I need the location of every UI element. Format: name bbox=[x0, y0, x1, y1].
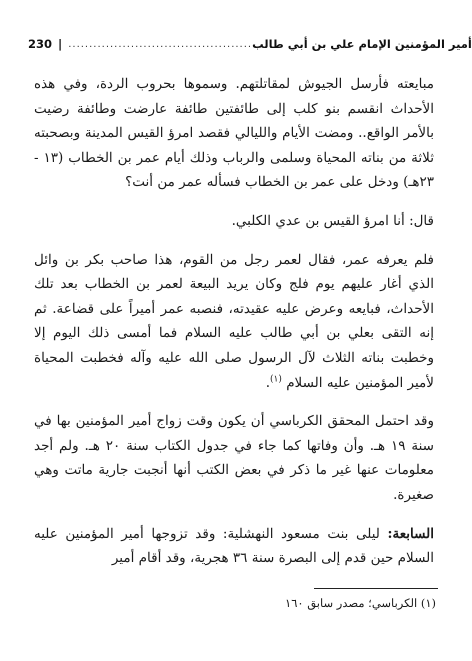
book-title: أمير المؤمنين الإمام علي بن أبي طالب bbox=[252, 37, 472, 51]
page-number-group bbox=[28, 37, 62, 51]
header-separator: | bbox=[58, 37, 63, 51]
paragraph-3-end: . bbox=[265, 374, 271, 391]
paragraph-5-text: ليلى بنت مسعود النهشلية: وقد تزوجها أمير المؤمنين عليه السلام حين قدم إلى البصرة سنة ٣٦ هجرية، وقد أقام أمير bbox=[34, 525, 434, 567]
paragraph-2: قال: أنا امرؤ القيس بن عدي الكلبي. bbox=[231, 212, 434, 229]
header-leader-dots: ............................................ bbox=[68, 38, 253, 50]
paragraph-5 bbox=[34, 522, 434, 571]
running-header bbox=[28, 37, 472, 51]
main-text bbox=[34, 72, 434, 585]
footnote: (١) الكرباسي؛ مصدر سابق ١٦٠ bbox=[285, 596, 436, 610]
paragraph-5-lead: السابعة: bbox=[387, 525, 434, 542]
paragraph-1: مبايعته فأرسل الجيوش لمقاتلتهم. وسموها بحروب الردة، وفي هذه الأحداث انقسم بنو كلب إلى طائفتين طائفة عارضت وطائفة رضيت بالأمر الواقع.. ومضت الأيام والليالي فقصد امرؤ القيس المدينة وبصحبته ثلاثة من بناته المحياة وسلمى والرباب وذلك أيام عمر بن الخطاب (١٣ - ٢٣هـ) ودخل على عمر بن الخطاب فسأله عمر من أنت؟ bbox=[34, 76, 434, 191]
paragraph-3 bbox=[34, 248, 434, 396]
page-number: 230 bbox=[28, 37, 53, 51]
footnote-rule bbox=[314, 588, 438, 589]
paragraph-3-text: فلم يعرفه عمر، فقال لعمر رجل من القوم، هذا صاحب بكر بن وائل الذي أغار عليهم يوم فلج وكان يريد البيعة لعمر بن الخطاب بعد تلك الأحداث، فبايعه وعرض عليه عقيدته، فنصبه عمر أميراً على قضاعة. ثم إنه التقى بعلي بن أبي طالب عليه السلام فما أمسى ذلك اليوم إلا وخطبت بناته الثلاث لآل الرسول صلى الله عليه وآله فخطبت المحياة لأمير المؤمنين عليه السلام bbox=[34, 251, 434, 391]
paragraph-4: وقد احتمل المحقق الكرباسي أن يكون وقت زواج أمير المؤمنين بها في سنة ١٩ هـ. وأن وفاتها كما جاء في جدول الكتاب سنة ٢٠ هـ. ولم أجد معلومات عنها غير ما ذكر في بعض الكتب أنها أنجبت جارية ماتت وهي صغيرة. bbox=[34, 413, 434, 503]
footnote-reference: (١) bbox=[270, 374, 282, 385]
